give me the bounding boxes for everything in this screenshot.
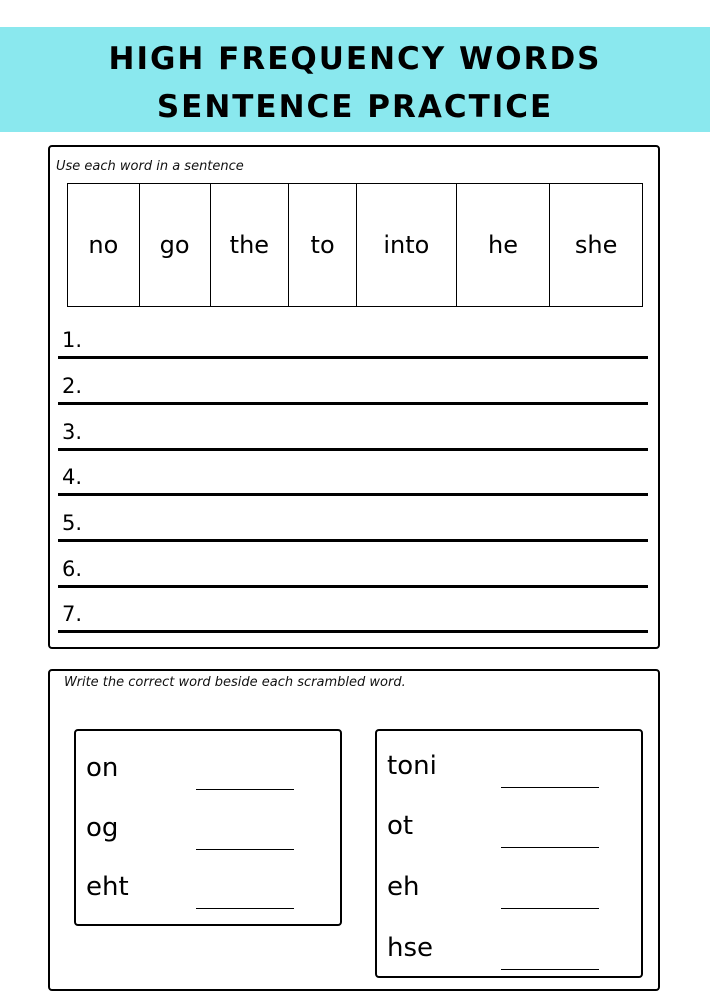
word-cell: into: [357, 184, 457, 306]
scrambled-word: eht: [86, 872, 129, 902]
answer-blank[interactable]: [196, 849, 294, 850]
scrambled-word: on: [86, 753, 119, 783]
line-number: 6.: [62, 557, 83, 581]
scrambled-item: [387, 872, 637, 912]
scrambled-item: [86, 872, 336, 912]
scrambled-word: og: [86, 813, 119, 843]
title-line-2: SENTENCE PRACTICE: [156, 89, 554, 125]
writing-line[interactable]: [58, 407, 648, 451]
scrambled-words-left: [74, 729, 342, 926]
writing-line[interactable]: [58, 361, 648, 405]
sentence-practice-section: [48, 145, 660, 649]
answer-blank[interactable]: [196, 908, 294, 909]
word-bank-table: [67, 183, 643, 307]
word-cell: go: [140, 184, 211, 306]
writing-line[interactable]: [58, 498, 648, 542]
scramble-instruction: Write the correct word beside each scrambled word.: [64, 675, 406, 690]
answer-blank[interactable]: [501, 969, 599, 970]
line-number: 2.: [62, 374, 83, 398]
line-number: 3.: [62, 420, 83, 444]
title-banner: [0, 27, 710, 132]
title-line-1: HIGH FREQUENCY WORDS: [108, 41, 602, 77]
answer-blank[interactable]: [501, 847, 599, 848]
scrambled-item: [387, 751, 637, 791]
scrambled-word: hse: [387, 933, 434, 963]
scrambled-item: [86, 813, 336, 853]
line-number: 7.: [62, 602, 83, 626]
writing-line[interactable]: [58, 589, 648, 633]
scrambled-item: [387, 933, 637, 973]
writing-line[interactable]: [58, 452, 648, 496]
answer-blank[interactable]: [501, 787, 599, 788]
scrambled-item: [387, 811, 637, 851]
word-cell: she: [574, 231, 618, 259]
line-number: 5.: [62, 511, 83, 535]
answer-blank[interactable]: [196, 789, 294, 790]
sentence-instruction: Use each word in a sentence: [56, 159, 244, 174]
line-number: 1.: [62, 328, 83, 352]
scrambled-item: [86, 753, 336, 793]
scrambled-words-right: [375, 729, 643, 978]
scrambled-word: ot: [387, 811, 414, 841]
word-cell: no: [68, 184, 140, 306]
line-number: 4.: [62, 465, 83, 489]
word-cell: to: [289, 184, 357, 306]
writing-line[interactable]: [58, 544, 648, 588]
answer-blank[interactable]: [501, 908, 599, 909]
writing-line[interactable]: [58, 315, 648, 359]
scrambled-words-section: [48, 669, 660, 991]
word-cell: the: [211, 184, 290, 306]
word-cell: he: [457, 184, 551, 306]
scrambled-word: eh: [387, 872, 420, 902]
scrambled-word: toni: [387, 751, 437, 781]
